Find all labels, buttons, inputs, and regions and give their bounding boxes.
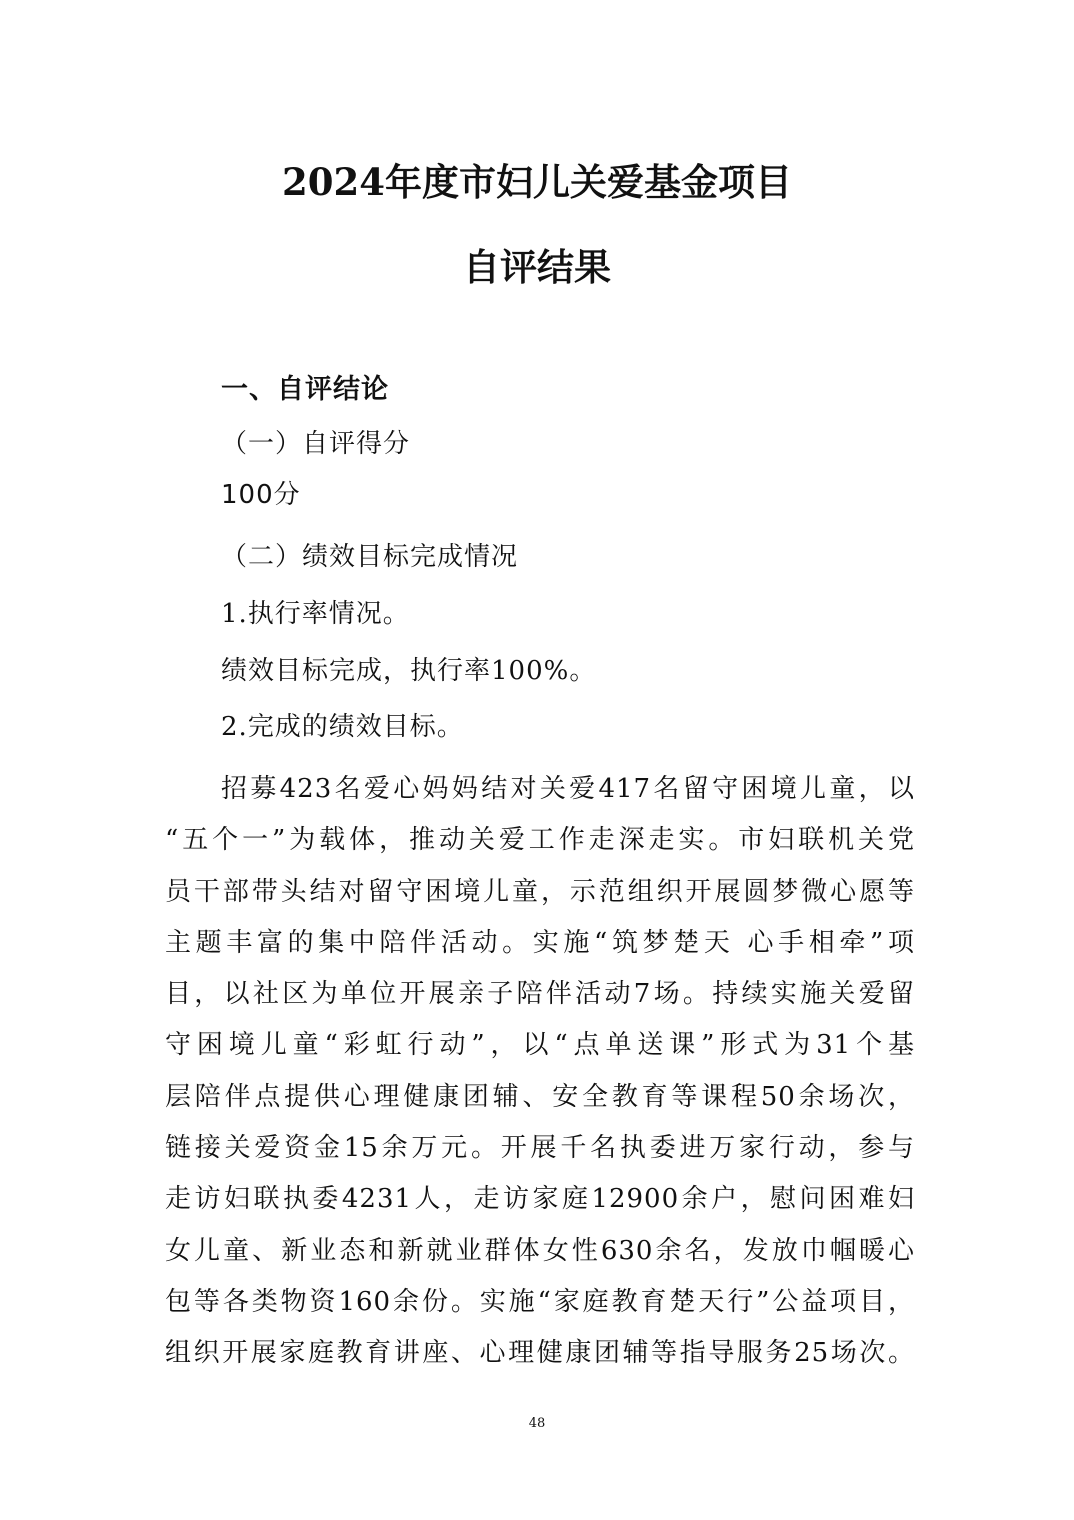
body-line: 员干部带头结对留守困境儿童，示范组织开展圆梦微心愿等 <box>165 876 915 907</box>
page-number: 48 <box>528 1416 546 1431</box>
body-line: 链接关爱资金15余万元。开展千名执委进万家行动，参与 <box>165 1133 915 1164</box>
body-line: 招募423名爱心妈妈结对关爱417名留守困境儿童，以 <box>221 774 915 804</box>
subsection-heading-goals: （二）绩效目标完成情况 <box>221 542 519 572</box>
score-value: 100分 <box>221 480 301 510</box>
body-line: “五个一”为载体，推动关爱工作走深走实。市妇联机关党 <box>165 825 915 856</box>
document-title-line-2: 自评结果 <box>463 245 611 289</box>
document-title-line-1: 2024年度市妇儿关爱基金项目 <box>282 160 792 204</box>
body-paragraph <box>165 764 915 1380</box>
body-line: 走访妇联执委4231人，走访家庭12900余户，慰问困难妇 <box>165 1184 915 1215</box>
section-heading-conclusion: 一、自评结论 <box>221 374 389 405</box>
body-line: 主题丰富的集中陪伴活动。实施“筑梦楚天 心手相牵”项 <box>165 927 915 958</box>
body-line: 守困境儿童“彩虹行动”，以“点单送课”形式为31个基 <box>165 1030 915 1061</box>
body-line: 目，以社区为单位开展亲子陪伴活动7场。持续实施关爱留 <box>165 979 915 1010</box>
body-line: 层陪伴点提供心理健康团辅、安全教育等课程50余场次， <box>165 1081 915 1112</box>
item-heading-completed-goals: 2.完成的绩效目标。 <box>221 712 464 742</box>
item-text-execution-rate: 绩效目标完成，执行率100%。 <box>221 656 597 686</box>
subsection-heading-score: （一）自评得分 <box>221 429 411 459</box>
body-line: 包等各类物资160余份。实施“家庭教育楚天行”公益项目， <box>165 1286 915 1317</box>
body-line: 女儿童、新业态和新就业群体女性630余名，发放巾帼暖心 <box>165 1235 915 1266</box>
item-heading-execution-rate: 1.执行率情况。 <box>221 599 410 629</box>
body-line: 组织开展家庭教育讲座、心理健康团辅等指导服务25场次。 <box>165 1338 915 1369</box>
